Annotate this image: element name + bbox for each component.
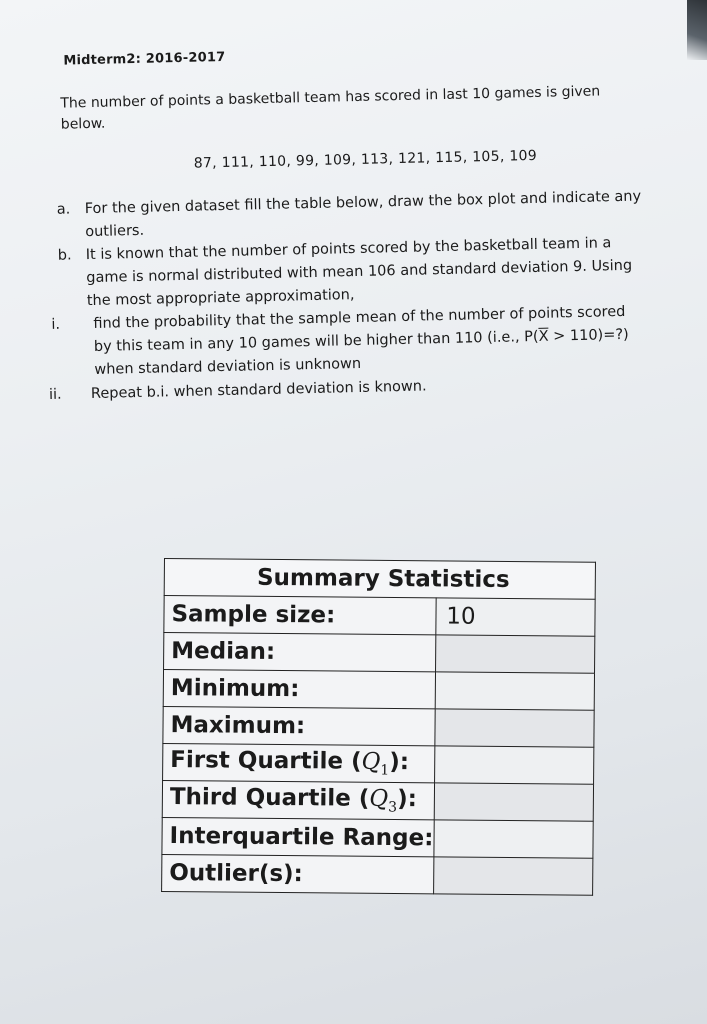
third-quartile-label [162,780,434,819]
outliers-label: Outlier(s): [162,854,434,893]
question-b-i-marker: i. [51,316,61,333]
intro-line-2: below. [60,115,106,133]
q1-symbol-subscript: 1 [380,762,390,779]
minimum-value[interactable] [435,672,595,710]
table-row [163,743,594,784]
interquartile-range-label: Interquartile Range: [162,817,434,856]
question-a-marker: a. [56,201,71,218]
first-quartile-value[interactable] [434,746,594,784]
question-b-i-text [93,299,694,382]
sample-size-value[interactable]: 10 [436,598,596,636]
question-a-line-2: outliers. [85,222,145,241]
third-quartile-value[interactable] [434,783,594,821]
intro-line-1: The number of points a basketball team has scored in last 10 games is given [60,83,601,112]
third-quartile-label-suffix: ): [397,786,417,813]
question-b-ii-marker: ii. [48,386,62,403]
dataset-values: 87, 111, 110, 99, 109, 113, 121, 115, 105, 109 [193,147,538,172]
table-title: Summary Statistics [164,559,595,600]
median-value[interactable] [435,635,595,673]
question-b-line-1: It is known that the number of points scored by the basketball team in a [85,235,612,264]
table-row [163,706,594,747]
first-quartile-label [163,743,435,782]
q3-symbol-subscript: 3 [388,799,398,816]
problem-intro [60,80,661,136]
exam-header: Midterm2: 2016-2017 [63,49,226,69]
minimum-label: Minimum: [163,670,435,709]
maximum-value[interactable] [435,709,595,747]
median-label: Median: [164,633,436,672]
question-b-ii-line-1: Repeat b.i. when standard deviation is known. [90,378,427,403]
third-quartile-label-prefix: Third Quartile ( [169,784,370,813]
interquartile-range-value[interactable] [434,820,594,858]
table-row [164,633,595,674]
outliers-value[interactable] [433,857,593,895]
question-b-i-line-2-prefix: by this team in any 10 games will be higher than 110 (i.e., P( [93,328,539,355]
question-b-i-line-3: when standard deviation is unknown [94,355,362,378]
sample-size-label: Sample size: [164,596,436,635]
maximum-label: Maximum: [163,706,435,745]
sample-mean-symbol: $\overline{X}$ [538,328,549,345]
question-b-marker: b. [57,247,72,264]
table-row [163,670,594,711]
table-title-row [164,559,595,600]
q1-symbol-letter: Q [361,748,381,776]
q3-symbol-letter: Q [369,786,389,813]
first-quartile-label-suffix: ): [389,749,410,776]
summary-statistics-table [161,558,596,896]
table-row [162,854,593,895]
question-b-line-2: game is normal distributed with mean 106 and standard deviation 9. Using [86,257,633,287]
q1-symbol [361,748,390,779]
q3-symbol [369,786,398,816]
table-row [162,780,593,821]
question-b-line-3: the most appropriate approximation, [86,287,355,310]
question-b-i-line-1: find the probability that the sample mean of the number of points scored [93,303,626,332]
first-quartile-label-prefix: First Quartile ( [170,747,362,775]
question-b-i-line-2-suffix: > 110)=?) [548,326,629,345]
question-a-line-1: For the given dataset fill the table below, draw the box plot and indicate any [84,188,642,218]
table-row [164,596,595,637]
table-row [162,817,593,858]
